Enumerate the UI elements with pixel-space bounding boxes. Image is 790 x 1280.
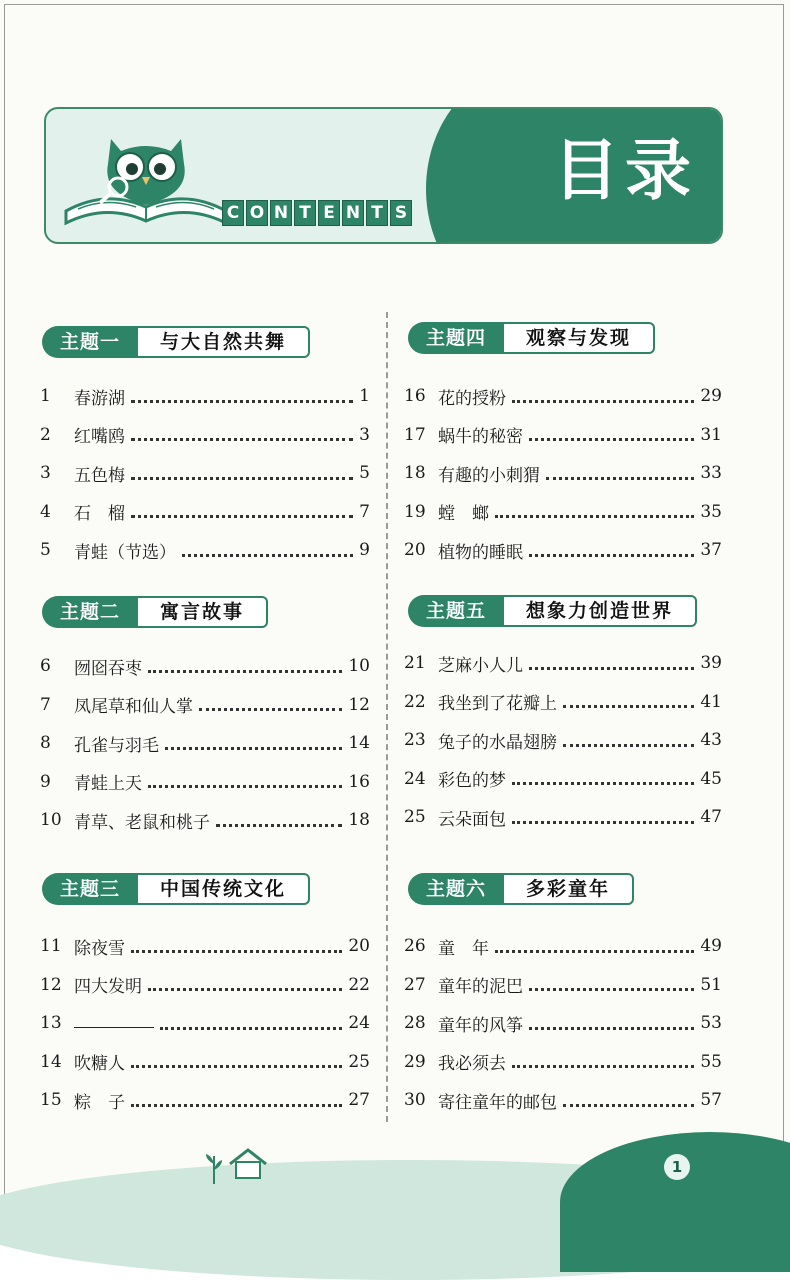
toc-item-title: 五色梅 xyxy=(74,465,125,486)
section-header xyxy=(42,596,268,628)
toc-item[interactable] xyxy=(404,727,722,753)
dot-leader xyxy=(529,657,694,670)
house-icon xyxy=(226,1146,270,1180)
toc-item[interactable] xyxy=(40,1010,370,1036)
dot-leader xyxy=(495,505,694,518)
toc-item-page: 31 xyxy=(700,424,722,445)
toc-item-title: 青草、老鼠和桃子 xyxy=(74,812,210,833)
toc-item-number: 6 xyxy=(40,656,51,676)
toc-item-number: 10 xyxy=(40,810,62,830)
toc-item[interactable] xyxy=(40,1087,370,1113)
toc-item-title: 春游湖 xyxy=(74,388,125,409)
toc-item-number: 2 xyxy=(40,424,51,445)
toc-item-number: 25 xyxy=(404,807,426,827)
toc-item-page: 43 xyxy=(700,730,722,750)
section-title: 想象力创造世界 xyxy=(504,595,697,627)
toc-item-title: 芝麻小人儿 xyxy=(438,655,523,676)
contents-lettering xyxy=(222,200,412,226)
dot-leader xyxy=(182,544,353,557)
toc-item-page: 29 xyxy=(700,386,722,406)
section-header xyxy=(408,322,655,354)
toc-item-page: 22 xyxy=(348,974,370,995)
toc-item-number: 22 xyxy=(404,691,426,712)
dot-leader xyxy=(495,940,694,953)
toc-item-title: 彩色的梦 xyxy=(438,771,506,791)
toc-item-page: 10 xyxy=(348,656,370,676)
page-title: 目录 xyxy=(553,132,697,209)
toc-item-page: 39 xyxy=(700,653,722,673)
toc-item-number: 20 xyxy=(404,540,426,560)
section-tag: 主题六 xyxy=(408,873,504,905)
toc-item-page: 47 xyxy=(700,807,722,827)
dot-leader xyxy=(546,467,694,480)
section-tag: 主题三 xyxy=(42,873,138,905)
toc-item-title: 孔雀与羽毛 xyxy=(74,735,159,756)
dot-leader xyxy=(512,772,694,785)
toc-item-title: 云朵面包 xyxy=(438,809,506,830)
toc-item[interactable] xyxy=(404,972,722,998)
toc-item-page: 24 xyxy=(348,1013,370,1033)
toc-item-page: 12 xyxy=(348,694,370,715)
toc-item-page: 27 xyxy=(348,1090,370,1110)
toc-item-title: 童 年 xyxy=(438,938,489,959)
column-divider xyxy=(386,312,388,1122)
dot-leader xyxy=(148,775,342,788)
dot-leader xyxy=(529,1017,694,1030)
toc-item[interactable] xyxy=(40,972,370,998)
toc-item-number: 19 xyxy=(404,501,426,522)
toc-item-title xyxy=(74,1013,154,1033)
dot-leader xyxy=(148,978,342,991)
toc-item-page: 45 xyxy=(700,768,722,789)
blank-title-line xyxy=(74,1013,154,1028)
toc-item-number: 9 xyxy=(40,771,51,792)
toc-item-page: 20 xyxy=(348,936,370,956)
toc-item[interactable] xyxy=(404,537,722,563)
dot-leader xyxy=(131,467,353,480)
toc-item-number: 5 xyxy=(40,540,51,560)
section-header xyxy=(408,595,697,627)
dot-leader xyxy=(529,978,694,991)
dot-leader xyxy=(165,737,342,750)
dot-leader xyxy=(131,940,342,953)
toc-item-title: 除夜雪 xyxy=(74,938,125,959)
toc-item[interactable] xyxy=(404,460,722,486)
toc-item-number: 11 xyxy=(40,936,62,956)
owl-reading-icon xyxy=(56,119,236,239)
toc-item-title: 植物的睡眠 xyxy=(438,542,523,563)
toc-item-number: 8 xyxy=(40,733,51,753)
toc-item-page: 1 xyxy=(359,386,370,406)
sprout-icon xyxy=(204,1150,224,1184)
toc-item[interactable] xyxy=(40,499,370,525)
toc-item-number: 29 xyxy=(404,1051,426,1072)
page-number: 1 xyxy=(664,1154,690,1180)
toc-item[interactable] xyxy=(40,460,370,486)
toc-item-number: 1 xyxy=(40,386,51,406)
toc-item-title: 石 榴 xyxy=(74,504,125,524)
dot-leader xyxy=(563,1094,694,1107)
toc-item-title: 囫囵吞枣 xyxy=(74,658,142,679)
toc-item-number: 15 xyxy=(40,1090,62,1110)
toc-item-number: 17 xyxy=(404,424,426,445)
section-title: 观察与发现 xyxy=(504,322,655,354)
contents-letter: O xyxy=(246,200,268,226)
section-title: 寓言故事 xyxy=(138,596,268,628)
dot-leader xyxy=(563,734,694,747)
toc-item-page: 18 xyxy=(348,810,370,830)
toc-item[interactable] xyxy=(40,692,370,718)
toc-item-title: 螳 螂 xyxy=(438,504,489,524)
dot-leader xyxy=(199,698,342,711)
toc-item-page: 49 xyxy=(700,936,722,956)
toc-item-number: 4 xyxy=(40,501,51,522)
toc-item-number: 16 xyxy=(404,386,426,406)
section-tag: 主题四 xyxy=(408,322,504,354)
contents-letter: N xyxy=(270,200,292,226)
toc-item-number: 12 xyxy=(40,974,62,995)
contents-banner xyxy=(44,107,723,244)
toc-item[interactable] xyxy=(404,650,722,676)
toc-item-page: 55 xyxy=(700,1051,722,1072)
toc-item[interactable] xyxy=(40,933,370,959)
toc-item-number: 21 xyxy=(404,653,426,673)
toc-item[interactable] xyxy=(404,383,722,409)
toc-item[interactable] xyxy=(404,422,722,448)
toc-item-page: 57 xyxy=(700,1090,722,1110)
toc-item-title: 凤尾草和仙人掌 xyxy=(74,697,193,717)
toc-item[interactable] xyxy=(404,933,722,959)
toc-item-number: 28 xyxy=(404,1013,426,1033)
toc-item-page: 35 xyxy=(700,501,722,522)
toc-item-page: 14 xyxy=(348,733,370,753)
toc-item-page: 3 xyxy=(359,424,370,445)
toc-item[interactable] xyxy=(40,807,370,833)
toc-item-title: 童年的风筝 xyxy=(438,1015,523,1036)
toc-item[interactable] xyxy=(404,804,722,830)
toc-item-number: 14 xyxy=(40,1051,62,1072)
dot-leader xyxy=(148,660,342,673)
dot-leader xyxy=(131,1094,342,1107)
toc-item[interactable] xyxy=(40,769,370,795)
dot-leader xyxy=(131,428,353,441)
toc-item-number: 18 xyxy=(404,463,426,483)
dot-leader xyxy=(563,695,694,708)
dot-leader xyxy=(512,390,694,403)
toc-item[interactable] xyxy=(40,1049,370,1075)
dot-leader xyxy=(529,428,694,441)
dot-leader xyxy=(131,390,353,403)
toc-item-page: 7 xyxy=(359,501,370,522)
toc-item[interactable] xyxy=(40,383,370,409)
toc-item[interactable] xyxy=(40,537,370,563)
section-header xyxy=(42,326,310,358)
dot-leader xyxy=(160,1017,342,1030)
toc-item-title: 童年的泥巴 xyxy=(438,977,523,997)
toc-item[interactable] xyxy=(404,1049,722,1075)
toc-item[interactable] xyxy=(404,1087,722,1113)
toc-item-number: 27 xyxy=(404,974,426,995)
section-header xyxy=(42,873,310,905)
section-title: 中国传统文化 xyxy=(138,873,310,905)
contents-letter: T xyxy=(294,200,316,226)
toc-item-number: 13 xyxy=(40,1013,62,1033)
toc-item-title: 青蛙上天 xyxy=(74,774,142,794)
toc-item-title: 粽 子 xyxy=(74,1092,125,1113)
toc-item[interactable] xyxy=(40,653,370,679)
section-title: 与大自然共舞 xyxy=(138,326,310,358)
toc-item[interactable] xyxy=(404,499,722,525)
toc-item-title: 青蛙（节选） xyxy=(74,542,176,563)
toc-item-number: 3 xyxy=(40,463,51,483)
toc-item-title: 四大发明 xyxy=(74,977,142,997)
dot-leader xyxy=(131,1055,342,1068)
toc-item-title: 兔子的水晶翅膀 xyxy=(438,732,557,753)
toc-item[interactable] xyxy=(404,766,722,792)
toc-item-number: 24 xyxy=(404,768,426,789)
dot-leader xyxy=(131,505,353,518)
toc-item-page: 33 xyxy=(700,463,722,483)
toc-item-title: 红嘴鸥 xyxy=(74,427,125,447)
section-header xyxy=(408,873,634,905)
section-title: 多彩童年 xyxy=(504,873,634,905)
toc-item-title: 花的授粉 xyxy=(438,388,506,409)
toc-item-page: 41 xyxy=(700,691,722,712)
toc-item-title: 吹糖人 xyxy=(74,1054,125,1074)
dot-leader xyxy=(512,1055,694,1068)
contents-letter: N xyxy=(342,200,364,226)
toc-item-title: 寄往童年的邮包 xyxy=(438,1092,557,1113)
toc-item-page: 5 xyxy=(359,463,370,483)
contents-letter: E xyxy=(318,200,340,226)
toc-item[interactable] xyxy=(40,422,370,448)
section-tag: 主题一 xyxy=(42,326,138,358)
toc-item-page: 37 xyxy=(700,540,722,560)
toc-item-number: 26 xyxy=(404,936,426,956)
toc-item-page: 53 xyxy=(700,1013,722,1033)
toc-item-title: 我坐到了花瓣上 xyxy=(438,694,557,714)
toc-item[interactable] xyxy=(40,730,370,756)
contents-letter: T xyxy=(366,200,388,226)
toc-item[interactable] xyxy=(404,1010,722,1036)
toc-item-number: 7 xyxy=(40,694,51,715)
toc-item-title: 我必须去 xyxy=(438,1054,506,1074)
toc-item-page: 25 xyxy=(348,1051,370,1072)
toc-item-page: 51 xyxy=(700,974,722,995)
section-tag: 主题五 xyxy=(408,595,504,627)
contents-letter: C xyxy=(222,200,244,226)
toc-item[interactable] xyxy=(404,689,722,715)
dot-leader xyxy=(216,814,342,827)
toc-item-title: 有趣的小刺猬 xyxy=(438,465,540,486)
section-tag: 主题二 xyxy=(42,596,138,628)
toc-item-page: 16 xyxy=(348,771,370,792)
dot-leader xyxy=(512,811,694,824)
toc-item-number: 30 xyxy=(404,1090,426,1110)
toc-item-page: 9 xyxy=(359,540,370,560)
toc-item-number: 23 xyxy=(404,730,426,750)
contents-letter: S xyxy=(390,200,412,226)
toc-item-title: 蜗牛的秘密 xyxy=(438,427,523,447)
dot-leader xyxy=(529,544,694,557)
